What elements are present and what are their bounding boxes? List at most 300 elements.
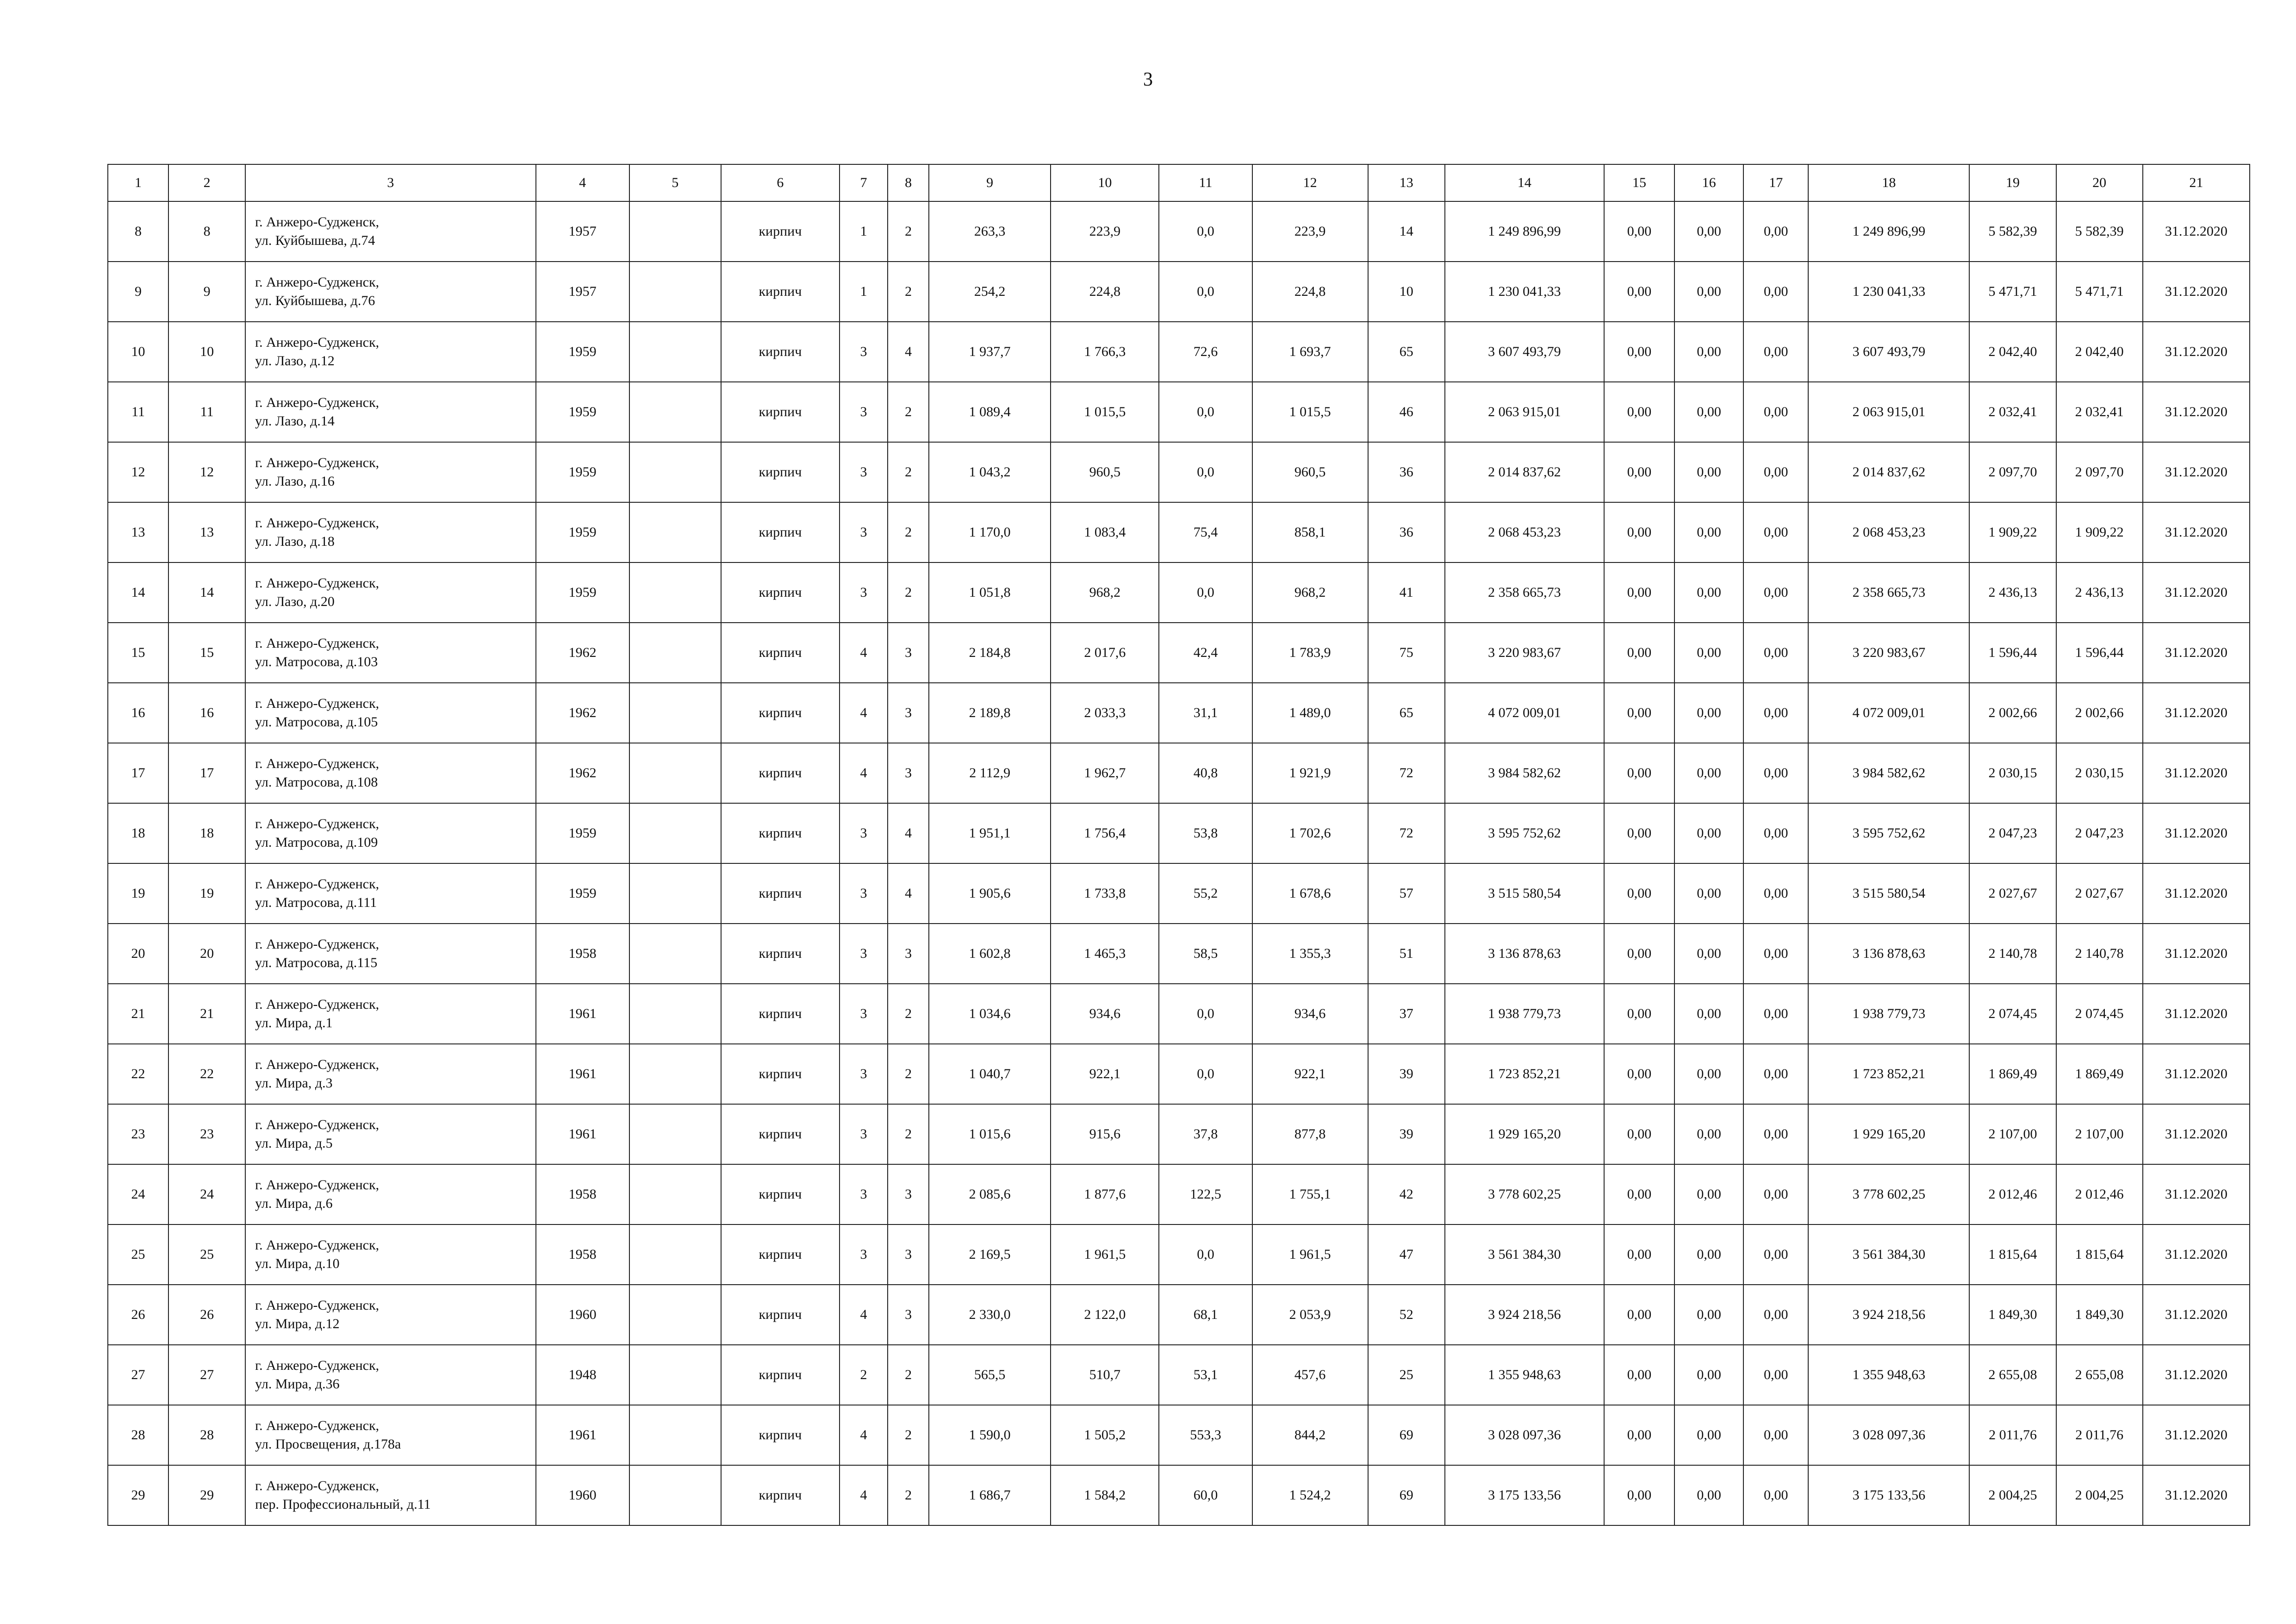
address-cell <box>245 1044 535 1104</box>
cell-col-21: 31.12.2020 <box>2143 1164 2250 1224</box>
address-street: ул. Просвещения, д.178а <box>255 1437 401 1452</box>
cell-col-12: 1 702,6 <box>1252 803 1368 863</box>
table-row <box>108 1104 2250 1164</box>
cell-col-16: 0,00 <box>1674 924 1743 984</box>
cell-col-9: 1 043,2 <box>929 442 1051 502</box>
cell-col-8: 3 <box>888 924 929 984</box>
cell-col-1: 21 <box>108 984 168 1044</box>
address-cell <box>245 1465 535 1525</box>
address-city: г. Анжеро-Судженск, <box>255 1358 380 1373</box>
cell-col-16: 0,00 <box>1674 1285 1743 1345</box>
cell-col-8: 2 <box>888 984 929 1044</box>
address-city: г. Анжеро-Судженск, <box>255 214 380 230</box>
cell-col-19: 2 004,25 <box>1969 1465 2056 1525</box>
address-street: ул. Мира, д.6 <box>255 1196 333 1211</box>
cell-col-2: 20 <box>168 924 245 984</box>
address-cell <box>245 322 535 382</box>
column-number-2: 2 <box>168 164 245 201</box>
cell-col-8: 3 <box>888 1164 929 1224</box>
cell-col-21: 31.12.2020 <box>2143 442 2250 502</box>
cell-col-9: 565,5 <box>929 1345 1051 1405</box>
cell-col-17: 0,00 <box>1743 863 1808 924</box>
cell-col-1: 14 <box>108 562 168 623</box>
cell-col-1: 29 <box>108 1465 168 1525</box>
cell-col-21: 31.12.2020 <box>2143 562 2250 623</box>
cell-col-11: 0,0 <box>1159 201 1252 262</box>
address-city: г. Анжеро-Судженск, <box>255 1117 380 1132</box>
cell-col-15: 0,00 <box>1604 924 1674 984</box>
column-number-row <box>108 164 2250 201</box>
cell-col-6: кирпич <box>721 562 840 623</box>
cell-col-11: 68,1 <box>1159 1285 1252 1345</box>
cell-col-10: 1 015,5 <box>1051 382 1159 442</box>
cell-col-19: 5 471,71 <box>1969 262 2056 322</box>
cell-col-19: 2 027,67 <box>1969 863 2056 924</box>
cell-col-14: 3 515 580,54 <box>1445 863 1604 924</box>
cell-col-11: 0,0 <box>1159 984 1252 1044</box>
table-row <box>108 562 2250 623</box>
cell-col-17: 0,00 <box>1743 1465 1808 1525</box>
address-cell <box>245 683 535 743</box>
cell-col-4: 1959 <box>536 322 629 382</box>
address-cell <box>245 262 535 322</box>
cell-col-8: 2 <box>888 502 929 562</box>
cell-col-1: 18 <box>108 803 168 863</box>
cell-col-13: 36 <box>1368 502 1445 562</box>
cell-col-7: 4 <box>840 683 888 743</box>
cell-col-14: 3 924 218,56 <box>1445 1285 1604 1345</box>
cell-col-8: 2 <box>888 382 929 442</box>
address-city: г. Анжеро-Судженск, <box>255 636 380 651</box>
cell-col-17: 0,00 <box>1743 562 1808 623</box>
cell-col-20: 2 074,45 <box>2056 984 2143 1044</box>
address-cell <box>245 1224 535 1285</box>
cell-col-20: 2 027,67 <box>2056 863 2143 924</box>
cell-col-17: 0,00 <box>1743 683 1808 743</box>
cell-col-18: 3 984 582,62 <box>1808 743 1969 803</box>
column-number-3: 3 <box>245 164 535 201</box>
address-cell <box>245 1104 535 1164</box>
cell-col-11: 42,4 <box>1159 623 1252 683</box>
cell-col-13: 65 <box>1368 683 1445 743</box>
cell-col-2: 14 <box>168 562 245 623</box>
cell-col-9: 2 189,8 <box>929 683 1051 743</box>
cell-col-15: 0,00 <box>1604 1224 1674 1285</box>
cell-col-7: 3 <box>840 1044 888 1104</box>
cell-col-20: 1 909,22 <box>2056 502 2143 562</box>
cell-col-12: 877,8 <box>1252 1104 1368 1164</box>
cell-col-2: 24 <box>168 1164 245 1224</box>
cell-col-10: 922,1 <box>1051 1044 1159 1104</box>
cell-col-20: 2 030,15 <box>2056 743 2143 803</box>
cell-col-9: 1 951,1 <box>929 803 1051 863</box>
address-street: ул. Матросова, д.111 <box>255 895 377 910</box>
cell-col-12: 1 489,0 <box>1252 683 1368 743</box>
cell-col-17: 0,00 <box>1743 322 1808 382</box>
cell-col-19: 2 032,41 <box>1969 382 2056 442</box>
cell-col-12: 858,1 <box>1252 502 1368 562</box>
address-cell <box>245 562 535 623</box>
cell-col-4: 1959 <box>536 803 629 863</box>
cell-col-7: 3 <box>840 322 888 382</box>
address-cell <box>245 201 535 262</box>
cell-col-20: 2 107,00 <box>2056 1104 2143 1164</box>
column-number-17: 17 <box>1743 164 1808 201</box>
cell-col-4: 1958 <box>536 1164 629 1224</box>
cell-col-14: 3 175 133,56 <box>1445 1465 1604 1525</box>
cell-col-20: 2 655,08 <box>2056 1345 2143 1405</box>
cell-col-17: 0,00 <box>1743 623 1808 683</box>
cell-col-8: 3 <box>888 683 929 743</box>
cell-col-9: 1 686,7 <box>929 1465 1051 1525</box>
address-city: г. Анжеро-Судженск, <box>255 575 380 591</box>
cell-col-15: 0,00 <box>1604 262 1674 322</box>
cell-col-5 <box>629 502 721 562</box>
cell-col-6: кирпич <box>721 803 840 863</box>
cell-col-17: 0,00 <box>1743 743 1808 803</box>
cell-col-15: 0,00 <box>1604 1044 1674 1104</box>
cell-col-17: 0,00 <box>1743 442 1808 502</box>
cell-col-20: 2 032,41 <box>2056 382 2143 442</box>
cell-col-5 <box>629 1164 721 1224</box>
cell-col-6: кирпич <box>721 1285 840 1345</box>
address-city: г. Анжеро-Судженск, <box>255 1177 380 1193</box>
cell-col-7: 1 <box>840 201 888 262</box>
cell-col-11: 31,1 <box>1159 683 1252 743</box>
cell-col-8: 4 <box>888 803 929 863</box>
address-city: г. Анжеро-Судженск, <box>255 997 380 1012</box>
cell-col-17: 0,00 <box>1743 1224 1808 1285</box>
address-street: ул. Лазо, д.12 <box>255 353 335 369</box>
cell-col-19: 2 012,46 <box>1969 1164 2056 1224</box>
cell-col-21: 31.12.2020 <box>2143 322 2250 382</box>
cell-col-12: 1 355,3 <box>1252 924 1368 984</box>
cell-col-19: 2 097,70 <box>1969 442 2056 502</box>
cell-col-2: 18 <box>168 803 245 863</box>
cell-col-9: 2 184,8 <box>929 623 1051 683</box>
cell-col-19: 2 030,15 <box>1969 743 2056 803</box>
cell-col-17: 0,00 <box>1743 1044 1808 1104</box>
cell-col-18: 1 230 041,33 <box>1808 262 1969 322</box>
table-row <box>108 623 2250 683</box>
address-city: г. Анжеро-Судженск, <box>255 756 380 771</box>
cell-col-21: 31.12.2020 <box>2143 1405 2250 1465</box>
cell-col-15: 0,00 <box>1604 201 1674 262</box>
cell-col-17: 0,00 <box>1743 984 1808 1044</box>
cell-col-16: 0,00 <box>1674 1345 1743 1405</box>
cell-col-11: 0,0 <box>1159 1224 1252 1285</box>
cell-col-6: кирпич <box>721 924 840 984</box>
cell-col-15: 0,00 <box>1604 863 1674 924</box>
cell-col-12: 934,6 <box>1252 984 1368 1044</box>
cell-col-19: 2 107,00 <box>1969 1104 2056 1164</box>
cell-col-18: 3 561 384,30 <box>1808 1224 1969 1285</box>
cell-col-9: 1 937,7 <box>929 322 1051 382</box>
cell-col-5 <box>629 201 721 262</box>
cell-col-18: 3 028 097,36 <box>1808 1405 1969 1465</box>
address-city: г. Анжеро-Судженск, <box>255 455 380 470</box>
cell-col-1: 12 <box>108 442 168 502</box>
cell-col-9: 1 034,6 <box>929 984 1051 1044</box>
cell-col-7: 3 <box>840 1224 888 1285</box>
cell-col-14: 3 778 602,25 <box>1445 1164 1604 1224</box>
cell-col-5 <box>629 623 721 683</box>
cell-col-19: 1 596,44 <box>1969 623 2056 683</box>
cell-col-10: 934,6 <box>1051 984 1159 1044</box>
cell-col-14: 3 028 097,36 <box>1445 1405 1604 1465</box>
address-city: г. Анжеро-Судженск, <box>255 1057 380 1072</box>
address-city: г. Анжеро-Судженск, <box>255 515 380 531</box>
cell-col-18: 1 723 852,21 <box>1808 1044 1969 1104</box>
cell-col-18: 3 515 580,54 <box>1808 863 1969 924</box>
cell-col-16: 0,00 <box>1674 442 1743 502</box>
cell-col-13: 72 <box>1368 803 1445 863</box>
cell-col-18: 3 607 493,79 <box>1808 322 1969 382</box>
cell-col-7: 3 <box>840 863 888 924</box>
column-number-7: 7 <box>840 164 888 201</box>
cell-col-15: 0,00 <box>1604 1164 1674 1224</box>
cell-col-11: 53,1 <box>1159 1345 1252 1405</box>
cell-col-12: 922,1 <box>1252 1044 1368 1104</box>
table-row <box>108 743 2250 803</box>
cell-col-18: 3 924 218,56 <box>1808 1285 1969 1345</box>
cell-col-17: 0,00 <box>1743 803 1808 863</box>
cell-col-20: 2 140,78 <box>2056 924 2143 984</box>
cell-col-11: 55,2 <box>1159 863 1252 924</box>
cell-col-13: 47 <box>1368 1224 1445 1285</box>
cell-col-17: 0,00 <box>1743 1285 1808 1345</box>
cell-col-5 <box>629 322 721 382</box>
column-number-10: 10 <box>1051 164 1159 201</box>
cell-col-16: 0,00 <box>1674 382 1743 442</box>
cell-col-13: 51 <box>1368 924 1445 984</box>
address-street: ул. Лазо, д.14 <box>255 413 335 429</box>
cell-col-7: 3 <box>840 924 888 984</box>
cell-col-16: 0,00 <box>1674 863 1743 924</box>
table-row <box>108 1285 2250 1345</box>
cell-col-4: 1948 <box>536 1345 629 1405</box>
address-street: ул. Мира, д.5 <box>255 1136 333 1151</box>
cell-col-10: 510,7 <box>1051 1345 1159 1405</box>
cell-col-12: 960,5 <box>1252 442 1368 502</box>
cell-col-7: 3 <box>840 502 888 562</box>
cell-col-6: кирпич <box>721 1465 840 1525</box>
cell-col-2: 21 <box>168 984 245 1044</box>
cell-col-11: 122,5 <box>1159 1164 1252 1224</box>
cell-col-8: 3 <box>888 743 929 803</box>
cell-col-1: 25 <box>108 1224 168 1285</box>
cell-col-18: 3 595 752,62 <box>1808 803 1969 863</box>
cell-col-14: 1 929 165,20 <box>1445 1104 1604 1164</box>
cell-col-1: 23 <box>108 1104 168 1164</box>
address-city: г. Анжеро-Судженск, <box>255 1478 380 1493</box>
cell-col-15: 0,00 <box>1604 322 1674 382</box>
address-street: ул. Мира, д.12 <box>255 1316 340 1331</box>
cell-col-18: 1 249 896,99 <box>1808 201 1969 262</box>
cell-col-4: 1959 <box>536 442 629 502</box>
cell-col-21: 31.12.2020 <box>2143 382 2250 442</box>
cell-col-19: 2 011,76 <box>1969 1405 2056 1465</box>
cell-col-4: 1960 <box>536 1285 629 1345</box>
address-street: ул. Мира, д.10 <box>255 1256 340 1271</box>
cell-col-11: 0,0 <box>1159 262 1252 322</box>
column-number-20: 20 <box>2056 164 2143 201</box>
cell-col-9: 263,3 <box>929 201 1051 262</box>
cell-col-10: 1 733,8 <box>1051 863 1159 924</box>
cell-col-5 <box>629 562 721 623</box>
cell-col-14: 1 723 852,21 <box>1445 1044 1604 1104</box>
cell-col-5 <box>629 1104 721 1164</box>
cell-col-14: 2 014 837,62 <box>1445 442 1604 502</box>
address-cell <box>245 1405 535 1465</box>
cell-col-6: кирпич <box>721 1104 840 1164</box>
cell-col-20: 2 042,40 <box>2056 322 2143 382</box>
cell-col-13: 41 <box>1368 562 1445 623</box>
address-city: г. Анжеро-Судженск, <box>255 696 380 711</box>
cell-col-7: 4 <box>840 1285 888 1345</box>
cell-col-4: 1961 <box>536 1405 629 1465</box>
cell-col-10: 960,5 <box>1051 442 1159 502</box>
column-number-5: 5 <box>629 164 721 201</box>
cell-col-6: кирпич <box>721 984 840 1044</box>
table-row <box>108 322 2250 382</box>
cell-col-15: 0,00 <box>1604 984 1674 1044</box>
cell-col-15: 0,00 <box>1604 1405 1674 1465</box>
address-city: г. Анжеро-Судженск, <box>255 335 380 350</box>
cell-col-9: 1 089,4 <box>929 382 1051 442</box>
column-number-8: 8 <box>888 164 929 201</box>
cell-col-12: 224,8 <box>1252 262 1368 322</box>
cell-col-18: 3 220 983,67 <box>1808 623 1969 683</box>
cell-col-1: 19 <box>108 863 168 924</box>
address-street: ул. Матросова, д.108 <box>255 775 378 790</box>
cell-col-1: 11 <box>108 382 168 442</box>
cell-col-15: 0,00 <box>1604 1345 1674 1405</box>
cell-col-14: 3 607 493,79 <box>1445 322 1604 382</box>
address-cell <box>245 924 535 984</box>
address-street: ул. Лазо, д.16 <box>255 474 335 489</box>
cell-col-20: 2 011,76 <box>2056 1405 2143 1465</box>
cell-col-8: 2 <box>888 1405 929 1465</box>
address-street: ул. Куйбышева, д.76 <box>255 293 375 308</box>
cell-col-12: 1 755,1 <box>1252 1164 1368 1224</box>
cell-col-1: 24 <box>108 1164 168 1224</box>
cell-col-13: 10 <box>1368 262 1445 322</box>
cell-col-4: 1960 <box>536 1465 629 1525</box>
cell-col-5 <box>629 1224 721 1285</box>
cell-col-14: 2 063 915,01 <box>1445 382 1604 442</box>
cell-col-20: 1 815,64 <box>2056 1224 2143 1285</box>
cell-col-9: 1 040,7 <box>929 1044 1051 1104</box>
cell-col-10: 1 505,2 <box>1051 1405 1159 1465</box>
cell-col-13: 57 <box>1368 863 1445 924</box>
column-number-13: 13 <box>1368 164 1445 201</box>
address-cell <box>245 984 535 1044</box>
cell-col-8: 2 <box>888 1104 929 1164</box>
cell-col-16: 0,00 <box>1674 502 1743 562</box>
cell-col-14: 1 938 779,73 <box>1445 984 1604 1044</box>
address-street: ул. Мира, д.3 <box>255 1075 333 1091</box>
cell-col-1: 15 <box>108 623 168 683</box>
column-number-6: 6 <box>721 164 840 201</box>
cell-col-6: кирпич <box>721 623 840 683</box>
cell-col-17: 0,00 <box>1743 1405 1808 1465</box>
cell-col-8: 2 <box>888 201 929 262</box>
cell-col-13: 25 <box>1368 1345 1445 1405</box>
page-number: 3 <box>1143 69 1153 90</box>
cell-col-5 <box>629 1465 721 1525</box>
cell-col-2: 11 <box>168 382 245 442</box>
cell-col-20: 1 869,49 <box>2056 1044 2143 1104</box>
cell-col-14: 3 561 384,30 <box>1445 1224 1604 1285</box>
cell-col-19: 2 436,13 <box>1969 562 2056 623</box>
cell-col-4: 1959 <box>536 562 629 623</box>
cell-col-21: 31.12.2020 <box>2143 683 2250 743</box>
cell-col-2: 9 <box>168 262 245 322</box>
cell-col-9: 1 602,8 <box>929 924 1051 984</box>
cell-col-10: 1 083,4 <box>1051 502 1159 562</box>
cell-col-21: 31.12.2020 <box>2143 1104 2250 1164</box>
cell-col-15: 0,00 <box>1604 502 1674 562</box>
address-city: г. Анжеро-Судженск, <box>255 395 380 410</box>
address-city: г. Анжеро-Судженск, <box>255 816 380 831</box>
cell-col-4: 1958 <box>536 924 629 984</box>
cell-col-15: 0,00 <box>1604 803 1674 863</box>
cell-col-5 <box>629 984 721 1044</box>
cell-col-4: 1958 <box>536 1224 629 1285</box>
cell-col-19: 2 047,23 <box>1969 803 2056 863</box>
cell-col-9: 2 169,5 <box>929 1224 1051 1285</box>
cell-col-1: 17 <box>108 743 168 803</box>
address-cell <box>245 442 535 502</box>
cell-col-8: 4 <box>888 863 929 924</box>
cell-col-1: 20 <box>108 924 168 984</box>
cell-col-11: 0,0 <box>1159 382 1252 442</box>
cell-col-15: 0,00 <box>1604 1465 1674 1525</box>
cell-col-10: 2 033,3 <box>1051 683 1159 743</box>
cell-col-4: 1961 <box>536 1104 629 1164</box>
cell-col-21: 31.12.2020 <box>2143 803 2250 863</box>
cell-col-14: 2 068 453,23 <box>1445 502 1604 562</box>
cell-col-16: 0,00 <box>1674 562 1743 623</box>
cell-col-16: 0,00 <box>1674 262 1743 322</box>
cell-col-16: 0,00 <box>1674 322 1743 382</box>
cell-col-10: 1 877,6 <box>1051 1164 1159 1224</box>
cell-col-5 <box>629 863 721 924</box>
cell-col-17: 0,00 <box>1743 1345 1808 1405</box>
cell-col-2: 13 <box>168 502 245 562</box>
cell-col-18: 3 136 878,63 <box>1808 924 1969 984</box>
cell-col-21: 31.12.2020 <box>2143 924 2250 984</box>
cell-col-4: 1962 <box>536 743 629 803</box>
table-row <box>108 502 2250 562</box>
table-row <box>108 924 2250 984</box>
column-number-12: 12 <box>1252 164 1368 201</box>
cell-col-9: 2 085,6 <box>929 1164 1051 1224</box>
cell-col-5 <box>629 1044 721 1104</box>
cell-col-16: 0,00 <box>1674 683 1743 743</box>
cell-col-7: 3 <box>840 984 888 1044</box>
cell-col-4: 1959 <box>536 863 629 924</box>
cell-col-13: 52 <box>1368 1285 1445 1345</box>
cell-col-17: 0,00 <box>1743 1104 1808 1164</box>
cell-col-17: 0,00 <box>1743 502 1808 562</box>
address-street: пер. Профессиональный, д.11 <box>255 1497 431 1512</box>
cell-col-13: 14 <box>1368 201 1445 262</box>
address-city: г. Анжеро-Судженск, <box>255 1298 380 1313</box>
cell-col-5 <box>629 1285 721 1345</box>
cell-col-4: 1961 <box>536 1044 629 1104</box>
